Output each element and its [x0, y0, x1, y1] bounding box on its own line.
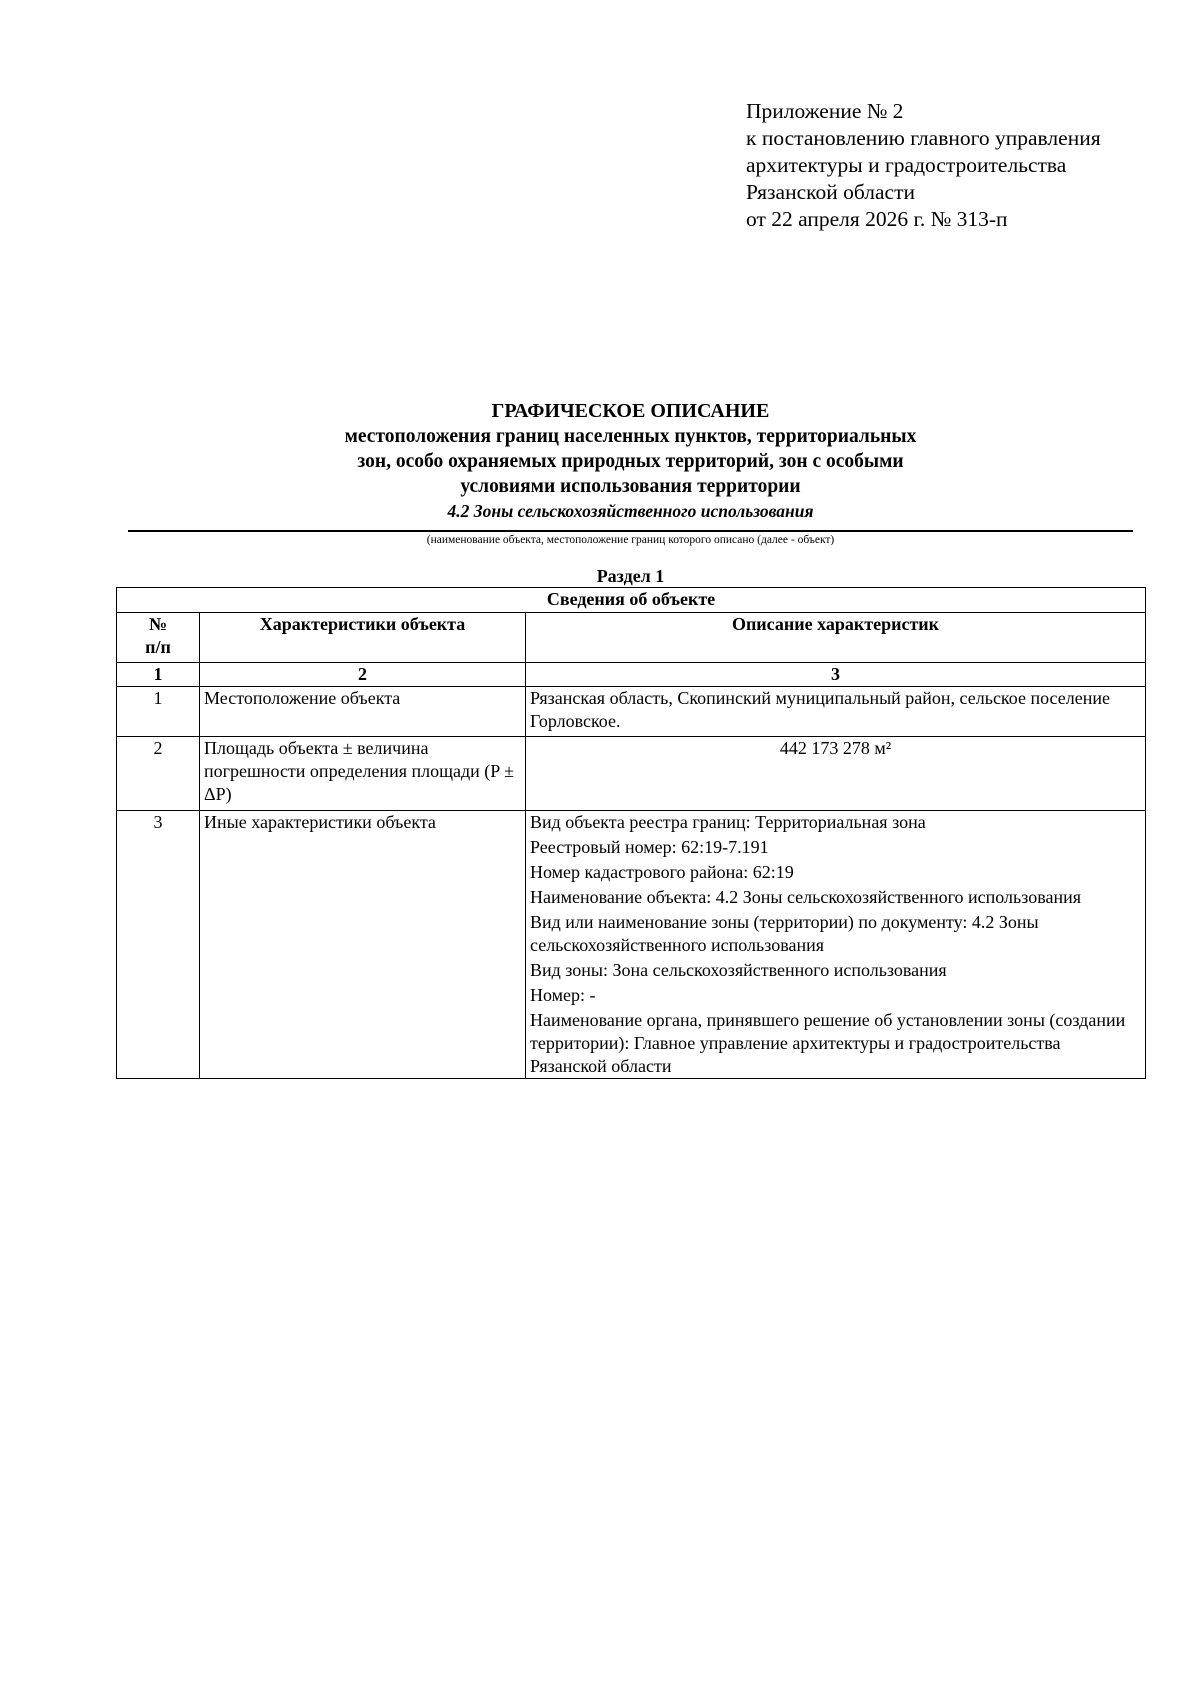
appendix-line: архитектуры и градостроительства: [746, 153, 1067, 177]
appendix-line: Рязанской области: [746, 180, 915, 204]
column-number: 1: [117, 663, 200, 687]
table-row: [117, 737, 1146, 811]
table-title-row: [117, 588, 1146, 613]
description-line: Наименование органа, принявшего решение об установлении зоны (создании территории): Главное управление архитектуры и градостроительства Рязанской области: [530, 1010, 1126, 1076]
table-header-row: [117, 613, 1146, 663]
object-caption: (наименование объекта, местоположение границ которого описано (далее - объект): [426, 534, 835, 546]
column-number-row: [117, 663, 1146, 687]
column-header-characteristic: Характеристики объекта: [200, 613, 526, 663]
appendix-line: к постановлению главного управления: [746, 126, 1101, 150]
document-title-block: [128, 398, 1133, 523]
row-description: [526, 687, 1146, 737]
description-line: Вид объекта реестра границ: Территориальная зона: [530, 812, 926, 832]
description-line: Рязанская область, Скопинский муниципальный район, сельское поселение Горловское.: [530, 688, 1110, 731]
description-line: Вид или наименование зоны (территории) по документу: 4.2 Зоны сельскохозяйственного использования: [530, 912, 1039, 955]
section-title: Раздел 1: [596, 566, 665, 586]
description-line: Вид зоны: Зона сельскохозяйственного использования: [530, 960, 947, 980]
appendix-line: от 22 апреля 2026 г. № 313-п: [746, 207, 1008, 231]
area-value: 442 173 278 м²: [779, 738, 892, 758]
row-description: [526, 737, 1146, 811]
column-number: 3: [526, 663, 1146, 687]
table-row: [117, 811, 1146, 1079]
row-characteristic: Местоположение объекта: [200, 687, 526, 737]
column-header-description: Описание характеристик: [526, 613, 1146, 663]
object-name-underline: [128, 530, 1133, 532]
description-line: Номер: -: [530, 985, 596, 1005]
appendix-header: [746, 98, 1186, 233]
row-number: 1: [117, 687, 200, 737]
table-row: [117, 687, 1146, 737]
row-description: [526, 811, 1146, 1079]
row-characteristic: Иные характеристики объекта: [200, 811, 526, 1079]
column-header-number: № п/п: [117, 613, 200, 663]
row-number: 3: [117, 811, 200, 1079]
document-subtitle-line: зон, особо охраняемых природных территорий, зон с особыми: [357, 451, 904, 472]
document-title: ГРАФИЧЕСКОЕ ОПИСАНИЕ: [491, 400, 770, 422]
row-number: 2: [117, 737, 200, 811]
appendix-line: Приложение № 2: [746, 99, 904, 123]
object-info-table: [116, 587, 1146, 1079]
column-number: 2: [200, 663, 526, 687]
description-line: Номер кадастрового района: 62:19: [530, 862, 794, 882]
document-subtitle-line: местоположения границ населенных пунктов, территориальных: [344, 426, 917, 447]
description-line: Наименование объекта: 4.2 Зоны сельскохозяйственного использования: [530, 887, 1082, 907]
description-line: Реестровый номер: 62:19-7.191: [530, 837, 769, 857]
document-subtitle-line: условиями использования территории: [460, 476, 801, 497]
row-characteristic: Площадь объекта ± величина погрешности определения площади (P ± ΔP): [200, 737, 526, 811]
table-title: Сведения об объекте: [117, 588, 1146, 613]
object-name: 4.2 Зоны сельскохозяйственного использования: [447, 501, 814, 521]
